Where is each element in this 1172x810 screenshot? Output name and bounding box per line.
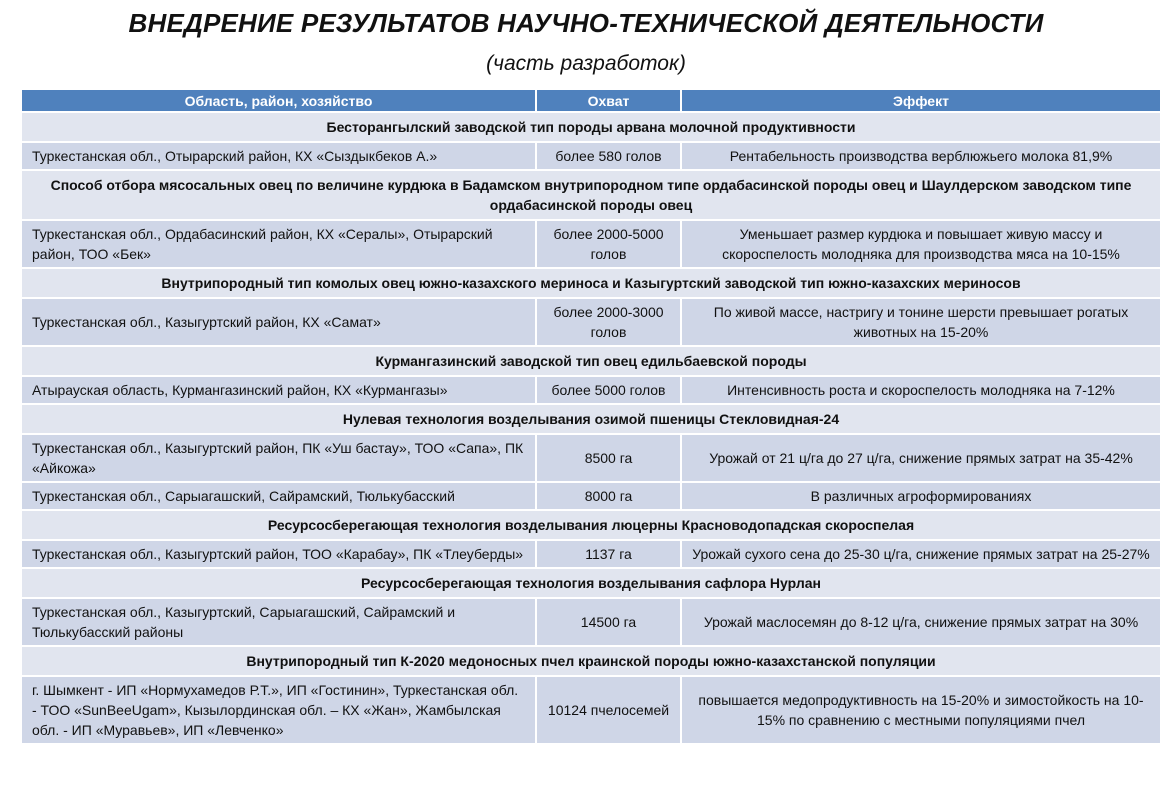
section-title: Нулевая технология возделывания озимой пшеницы Стекловидная-24 (22, 405, 1160, 433)
section-row (22, 405, 1160, 433)
section-title: Способ отбора мясосальных овец по величине курдюка в Бадамском внутрипородном типе ордабасинской породы овец и Шаулдерском заводском типе ордабасинской породы овец (22, 171, 1160, 219)
section-title: Внутрипородный тип комолых овец южно-казахского мериноса и Казыгуртский заводской тип южно-казахских мериносов (22, 269, 1160, 297)
region-cell: Туркестанская обл., Казыгуртский, Сарыагашский, Сайрамский и Тюлькубасский районы (22, 599, 535, 645)
coverage-cell: более 5000 голов (537, 377, 680, 403)
section-row (22, 269, 1160, 297)
table-row (22, 377, 1160, 403)
results-table (20, 88, 1162, 745)
region-cell: Туркестанская обл., Сарыагашский, Сайрамский, Тюлькубасский (22, 483, 535, 509)
table-header-row (22, 90, 1160, 111)
table-row (22, 599, 1160, 645)
coverage-cell: более 580 голов (537, 143, 680, 169)
region-cell: Атырауская область, Курмангазинский район, КХ «Курмангазы» (22, 377, 535, 403)
section-title: Ресурсосберегающая технология возделывания сафлора Нурлан (22, 569, 1160, 597)
column-header-effect: Эффект (682, 90, 1160, 111)
section-row (22, 171, 1160, 219)
table-row (22, 541, 1160, 567)
section-row (22, 511, 1160, 539)
effect-cell: Интенсивность роста и скороспелость молодняка на 7-12% (682, 377, 1160, 403)
coverage-cell: 8000 га (537, 483, 680, 509)
table-row (22, 143, 1160, 169)
effect-cell: Урожай сухого сена до 25-30 ц/га, снижение прямых затрат на 25-27% (682, 541, 1160, 567)
effect-cell: Урожай маслосемян до 8-12 ц/га, снижение прямых затрат на 30% (682, 599, 1160, 645)
section-row (22, 569, 1160, 597)
effect-cell: Уменьшает размер курдюка и повышает живую массу и скороспелость молодняка для производства мяса на 10-15% (682, 221, 1160, 267)
section-row (22, 647, 1160, 675)
coverage-cell: 8500 га (537, 435, 680, 481)
coverage-cell: более 2000-3000 голов (537, 299, 680, 345)
section-row (22, 113, 1160, 141)
region-cell: г. Шымкент - ИП «Нормухамедов Р.Т.», ИП «Гостинин», Туркестанская обл. - ТОО «SunBeeUgam», Кызылординская обл. – КХ «Жан», Жамбылская обл. - ИП «Муравьев», ИП «Левченко» (22, 677, 535, 743)
effect-cell: Урожай от 21 ц/га до 27 ц/га, снижение прямых затрат на 35-42% (682, 435, 1160, 481)
table-row (22, 483, 1160, 509)
region-cell: Туркестанская обл., Ордабасинский район, КХ «Сералы», Отырарский район, ТОО «Бек» (22, 221, 535, 267)
effect-cell: В различных агроформированиях (682, 483, 1160, 509)
table-row (22, 221, 1160, 267)
region-cell: Туркестанская обл., Отырарский район, КХ «Сыздыкбеков А.» (22, 143, 535, 169)
column-header-coverage: Охват (537, 90, 680, 111)
table-row (22, 435, 1160, 481)
coverage-cell: более 2000-5000 голов (537, 221, 680, 267)
section-title: Бесторангылский заводской тип породы арвана молочной продуктивности (22, 113, 1160, 141)
column-header-region: Область, район, хозяйство (22, 90, 535, 111)
region-cell: Туркестанская обл., Казыгуртский район, ПК «Уш бастау», ТОО «Сапа», ПК «Айкожа» (22, 435, 535, 481)
section-title: Курмангазинский заводской тип овец едильбаевской породы (22, 347, 1160, 375)
section-row (22, 347, 1160, 375)
page-subtitle: (часть разработок) (486, 52, 686, 75)
section-title: Ресурсосберегающая технология возделывания люцерны Красноводопадская скороспелая (22, 511, 1160, 539)
table-row (22, 299, 1160, 345)
region-cell: Туркестанская обл., Казыгуртский район, ТОО «Карабау», ПК «Тлеуберды» (22, 541, 535, 567)
section-title: Внутрипородный тип К-2020 медоносных пчел краинской породы южно-казахстанской популяции (22, 647, 1160, 675)
effect-cell: Рентабельность производства верблюжьего молока 81,9% (682, 143, 1160, 169)
page-title: ВНЕДРЕНИЕ РЕЗУЛЬТАТОВ НАУЧНО-ТЕХНИЧЕСКОЙ ДЕЯТЕЛЬНОСТИ (128, 8, 1044, 38)
effect-cell: повышается медопродуктивность на 15-20% и зимостойкость на 10-15% по сравнению с местными популяциями пчел (682, 677, 1160, 743)
coverage-cell: 14500 га (537, 599, 680, 645)
coverage-cell: 10124 пчелосемей (537, 677, 680, 743)
region-cell: Туркестанская обл., Казыгуртский район, КХ «Самат» (22, 299, 535, 345)
table-row (22, 677, 1160, 743)
coverage-cell: 1137 га (537, 541, 680, 567)
effect-cell: По живой массе, настригу и тонине шерсти превышает рогатых животных на 15-20% (682, 299, 1160, 345)
